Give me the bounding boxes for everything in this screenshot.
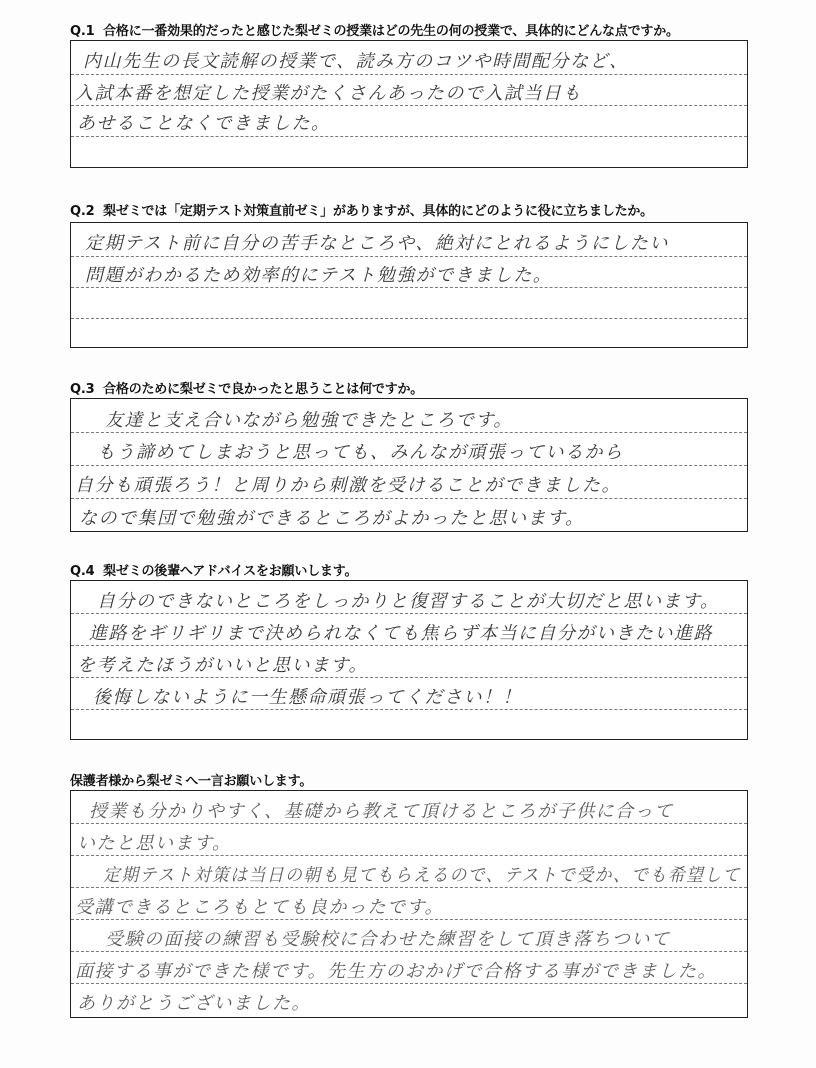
handwritten-line: 定期テスト対策は当日の朝も見てもらえるので、テストで受か、でも希望して: [103, 865, 741, 886]
answer-box-4: [70, 580, 748, 740]
handwritten-line: もう諦めてしまおうと思っても、みんなが頑張っているから: [97, 442, 624, 463]
handwritten-line: 内山先生の長文読解の授業で、読み方のコツや時間配分など、: [83, 51, 629, 72]
handwritten-line: 受験の面接の練習も受験校に合わせた練習をして頂き落ちついて: [105, 929, 671, 950]
answer-box-1: [70, 40, 748, 168]
handwritten-line: 授業も分かりやすく、基礎から教えて頂けるところが子供に合って: [89, 801, 674, 822]
handwritten-line: あせることなくできました。: [77, 113, 331, 134]
question-text: 梨ゼミでは「定期テスト対策直前ゼミ」がありますが、具体的にどのように役に立ちましたか。: [103, 204, 653, 219]
answer-box-3: [70, 398, 748, 532]
question-2: [70, 200, 653, 219]
question-text: 合格に一番効果的だったと感じた梨ゼミの授業はどの先生の何の授業で、具体的にどんな点ですか。: [103, 24, 679, 39]
handwritten-line: 定期テスト前に自分の苦手なところや、絶対にとれるようにしたい: [85, 233, 669, 254]
question-1: [70, 20, 679, 39]
question-text: 合格のために梨ゼミで良かったと思うことは何ですか。: [103, 382, 424, 397]
handwritten-line: 自分のできないところをしっかりと復習することが大切だと思います。: [97, 591, 720, 612]
question-label: Q.3: [70, 382, 95, 397]
handwritten-line: 進路をギリギリまで決められなくても焦らず本当に自分がいきたい進路: [89, 623, 713, 644]
handwritten-line: 後悔しないように一生懸命頑張ってください！！: [93, 687, 522, 708]
handwritten-line: 問題がわかるため効率的にテスト勉強ができました。: [85, 265, 553, 286]
question-label: Q.1: [70, 24, 95, 39]
question-text: 保護者様から梨ゼミへ一言お願いします。: [70, 774, 313, 789]
handwritten-line: 面接する事ができた様です。先生方のおかげで合格する事ができました。: [75, 961, 718, 982]
question-text: 梨ゼミの後輩へアドバイスをお願いします。: [103, 564, 358, 579]
handwritten-line: なので集団で勉強ができるところがよかったと思います。: [79, 508, 585, 529]
question-label: Q.2: [70, 204, 95, 219]
answer-box-2: [70, 222, 748, 348]
handwritten-line: 入試本番を想定した授業がたくさんあったので入試当日も: [75, 83, 582, 104]
handwritten-line: ありがとうございました。: [77, 993, 311, 1014]
handwritten-line: を考えたほうがいいと思います。: [77, 655, 369, 676]
handwritten-line: いたと思います。: [77, 833, 232, 854]
question-label: Q.4: [70, 564, 95, 579]
question-parents: [70, 770, 312, 789]
handwritten-line: 友達と支え合いながら勉強できたところです。: [105, 410, 513, 431]
question-4: [70, 560, 357, 579]
handwritten-line: 自分も頑張ろう！と周りから刺激を受けることができました。: [75, 475, 621, 496]
answer-box-parents: [70, 790, 748, 1018]
question-3: [70, 378, 423, 397]
handwritten-line: 受講できるところもとても良かったです。: [75, 897, 445, 918]
